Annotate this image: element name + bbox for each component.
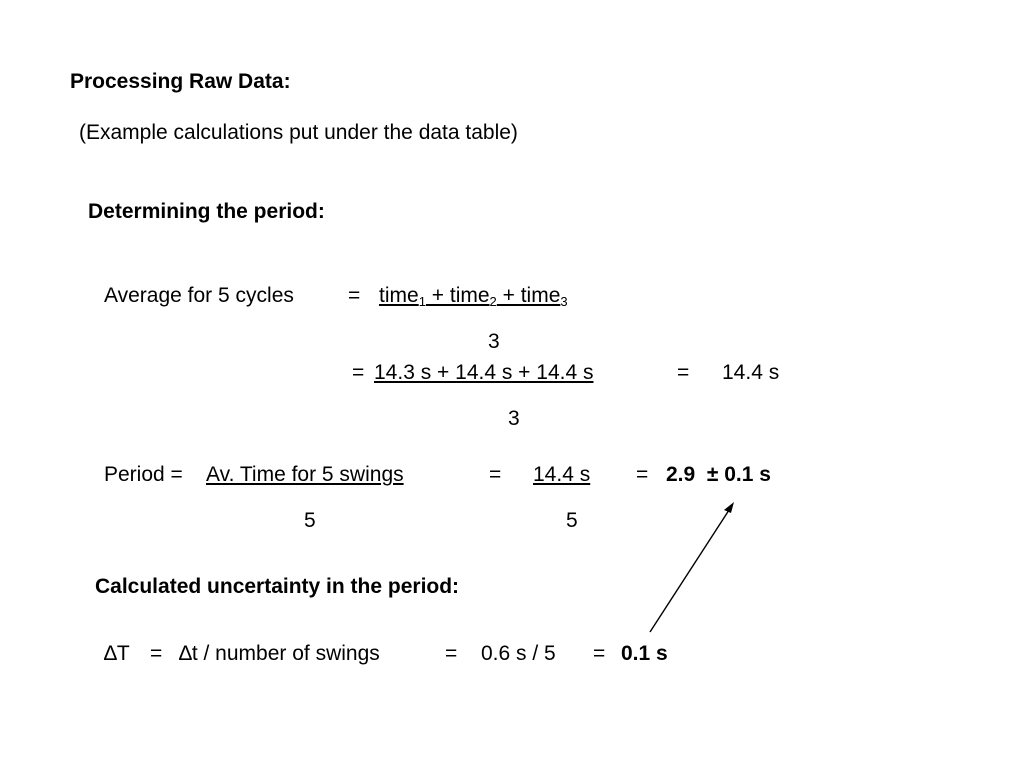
heading-determining-period: Determining the period: (88, 200, 325, 223)
period-numerator: Av. Time for 5 swings (206, 463, 404, 486)
uncertainty-expression: ∆t / number of swings (179, 642, 380, 665)
average-numeric-numerator: 14.3 s + 14.4 s + 14.4 s (374, 361, 594, 384)
uncertainty-equals-1: = (150, 642, 163, 665)
time-1-subscript: 1 (418, 294, 426, 309)
uncertainty-equals-3: = (593, 642, 606, 665)
average-equals: = (348, 284, 361, 307)
time-3-subscript: 3 (560, 294, 568, 309)
average-result: 14.4 s (722, 361, 780, 384)
average-result-equals: = (677, 361, 690, 384)
uncertainty-result: 0.1 s (621, 642, 668, 665)
time-1-text: time (379, 284, 419, 307)
average-formula-denominator: 3 (488, 330, 500, 353)
uncertainty-equals-2: = (445, 642, 458, 665)
average-numeric-denominator: 3 (508, 407, 520, 430)
period-equals-1: = (489, 463, 502, 486)
time-2-text: + time (425, 284, 490, 307)
period-denominator-1: 5 (304, 509, 316, 532)
uncertainty-calculation: 0.6 s / 5 (481, 642, 556, 665)
period-numeric-numerator: 14.4 s (533, 463, 591, 486)
time-2-subscript: 2 (489, 294, 497, 309)
note-example-calculations: (Example calculations put under the data table) (79, 121, 518, 144)
period-label: Period = (104, 463, 183, 486)
average-label: Average for 5 cycles (104, 284, 294, 307)
time-3-text: + time (496, 284, 561, 307)
period-result: 2.9 ± 0.1 s (666, 463, 771, 486)
heading-calculated-uncertainty: Calculated uncertainty in the period: (95, 575, 460, 598)
average-numeric-equals: = (352, 361, 365, 384)
delta-t-symbol: ∆T (104, 642, 130, 665)
period-equals-2: = (636, 463, 649, 486)
heading-processing-raw-data: Processing Raw Data: (70, 70, 291, 93)
period-denominator-2: 5 (566, 509, 578, 532)
